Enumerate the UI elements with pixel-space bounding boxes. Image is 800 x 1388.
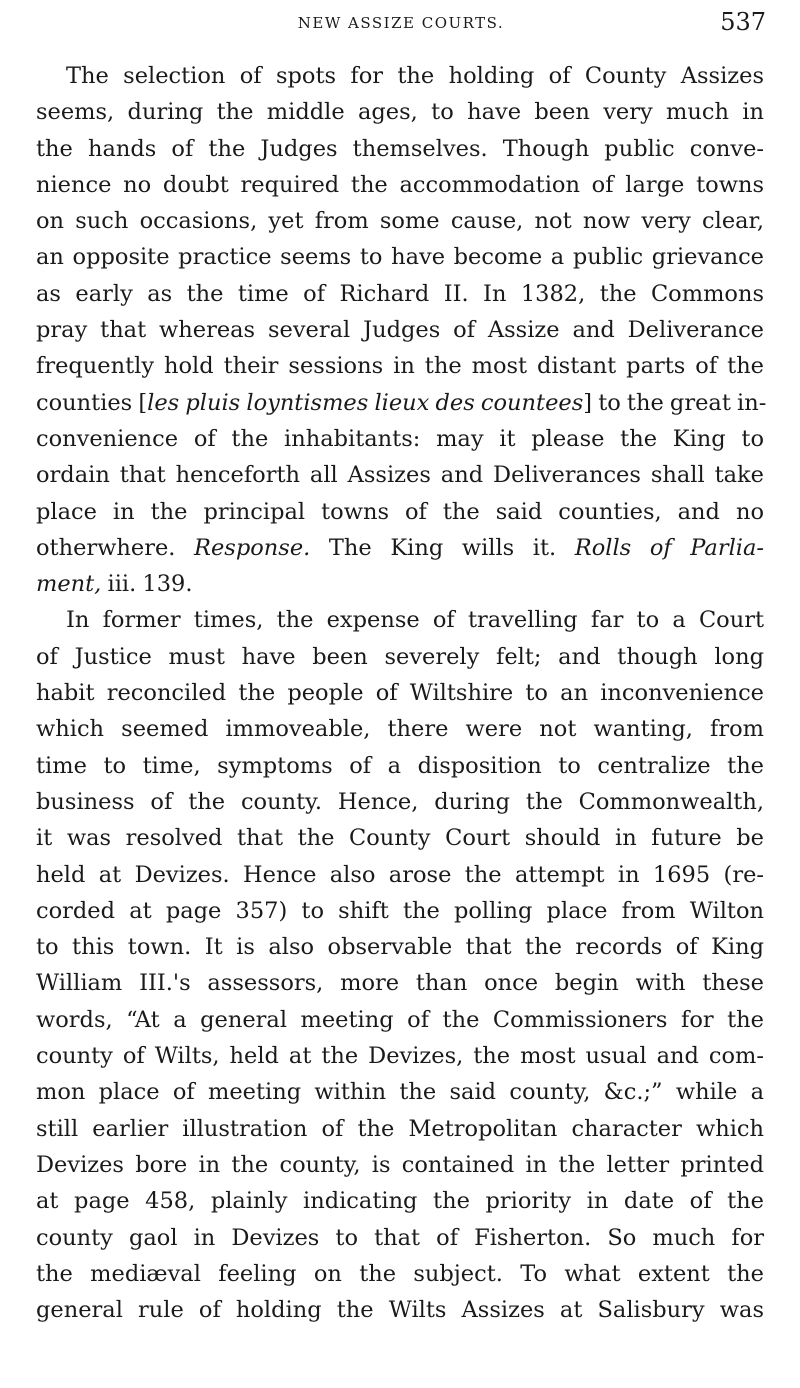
text-line: In former times, the expense of travelling far to a Court	[66, 607, 764, 634]
text-line: still earlier illustration of the Metropolitan character which	[36, 1115, 764, 1142]
text-line: general rule of holding the Wilts Assizes at Salisbury was	[36, 1297, 764, 1324]
text-line: time to time, symptoms of a disposition to centralize the	[36, 752, 764, 779]
text-line: nience no doubt required the accommodation of large towns	[36, 171, 764, 198]
text-line: convenience of the inhabitants: may it please the King to	[36, 425, 764, 452]
text-line: at page 458, plainly indicating the priority in date of the	[36, 1188, 764, 1215]
text-run: iii. 139.	[101, 571, 193, 598]
text-line: Devizes bore in the county, is contained in the letter printed	[36, 1151, 764, 1178]
text-line: to this town. It is also observable that the records of King	[36, 934, 764, 961]
text-line: frequently hold their sessions in the most distant parts of the	[36, 353, 764, 380]
text-run: counties [	[36, 389, 148, 416]
text-line: words, “At a general meeting of the Commissioners for the	[36, 1006, 764, 1033]
italic-response: Response.	[194, 534, 311, 561]
text-line: county gaol in Devizes to that of Fisherton. So much for	[36, 1224, 764, 1251]
citation-italic: Rolls of Parlia-	[574, 534, 764, 561]
text-line: business of the county. Hence, during the Commonwealth,	[36, 788, 764, 815]
text-line	[36, 530, 764, 566]
text-line: pray that whereas several Judges of Assize and Deliverance	[36, 317, 764, 344]
text-run: The King wills it.	[310, 534, 575, 561]
text-line: mon place of meeting within the said county, &c.;” while a	[36, 1079, 764, 1106]
text-line: as early as the time of Richard II. In 1382, the Commons	[36, 280, 764, 307]
text-line: an opposite practice seems to have become a public grievance	[36, 244, 764, 271]
body-text	[36, 58, 767, 1328]
text-line: which seemed immoveable, there were not wanting, from	[36, 716, 764, 743]
text-run: ] to the great in-	[583, 389, 767, 416]
text-run: otherwhere.	[36, 534, 195, 561]
text-line	[36, 566, 764, 602]
text-line: habit reconciled the people of Wiltshire to an inconvenience	[36, 680, 764, 707]
citation-italic: ment,	[36, 571, 102, 598]
page-number: 537	[720, 8, 766, 36]
text-line: corded at page 357) to shift the polling place from Wilton	[36, 897, 764, 924]
text-line: the hands of the Judges themselves. Though public conve-	[36, 135, 764, 162]
text-line: place in the principal towns of the said counties, and no	[36, 498, 764, 525]
text-line: William III.'s assessors, more than once begin with these	[36, 970, 764, 997]
running-head	[36, 8, 766, 38]
text-line: ordain that henceforth all Assizes and Deliverances shall take	[36, 462, 764, 489]
text-line: of Justice must have been severely felt; and though long	[36, 643, 764, 670]
text-line: The selection of spots for the holding of County Assizes	[66, 63, 764, 89]
text-line: on such occasions, yet from some cause, not now very clear,	[36, 208, 764, 235]
text-line: it was resolved that the County Court should in future be	[36, 825, 764, 852]
text-line	[36, 385, 767, 421]
text-line: held at Devizes. Hence also arose the attempt in 1695 (re-	[36, 861, 764, 888]
running-title: NEW ASSIZE COURTS.	[297, 14, 505, 32]
text-line: seems, during the middle ages, to have been very much in	[36, 99, 764, 126]
text-line: county of Wilts, held at the Devizes, the most usual and com-	[36, 1043, 764, 1070]
latin-quotation: les pluis loyntismes lieux des countees	[147, 389, 584, 416]
text-line: the mediæval feeling on the subject. To what extent the	[36, 1260, 764, 1287]
